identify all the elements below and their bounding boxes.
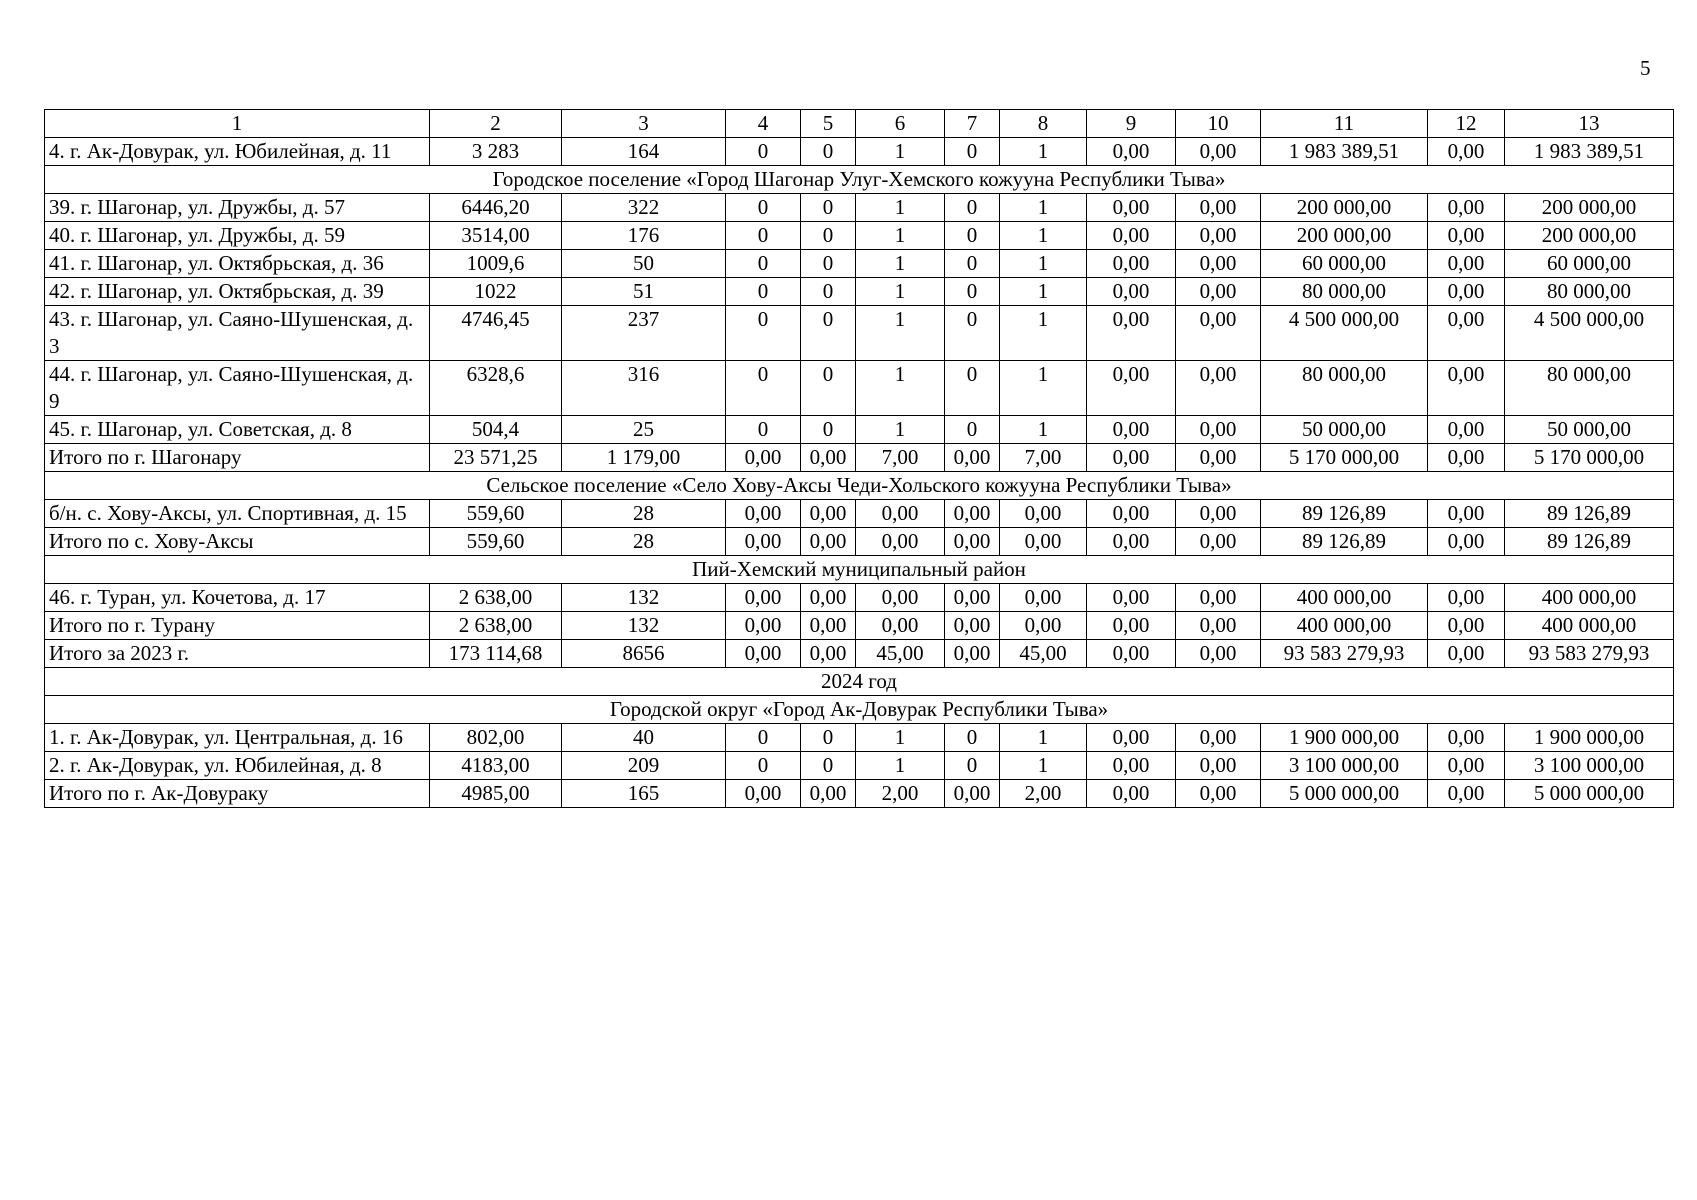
table-cell: 0 bbox=[945, 416, 1000, 444]
section-row bbox=[45, 472, 1674, 500]
table-row bbox=[45, 278, 1674, 306]
table-cell: 1022 bbox=[430, 278, 562, 306]
column-header: 5 bbox=[801, 110, 856, 138]
table-cell: 0 bbox=[726, 361, 801, 416]
table-cell: 0 bbox=[726, 250, 801, 278]
row-label: Итого по г. Ак-Довураку bbox=[45, 780, 430, 808]
table-cell: 1 900 000,00 bbox=[1261, 724, 1428, 752]
column-header: 11 bbox=[1261, 110, 1428, 138]
table-cell: 0 bbox=[726, 194, 801, 222]
column-header: 13 bbox=[1505, 110, 1674, 138]
table-cell: 2 638,00 bbox=[430, 612, 562, 640]
table-cell: 0,00 bbox=[1428, 444, 1505, 472]
table-cell: 0,00 bbox=[801, 584, 856, 612]
table-cell: 1 bbox=[1000, 724, 1087, 752]
table-cell: 0,00 bbox=[1087, 780, 1176, 808]
column-header: 7 bbox=[945, 110, 1000, 138]
table-cell: 3 100 000,00 bbox=[1505, 752, 1674, 780]
table-cell: 0,00 bbox=[1428, 780, 1505, 808]
table-cell: 0,00 bbox=[1428, 640, 1505, 668]
table-cell: 0,00 bbox=[1087, 528, 1176, 556]
table-cell: 132 bbox=[562, 584, 726, 612]
table-cell: 3 283 bbox=[430, 138, 562, 166]
table-cell: 0,00 bbox=[1176, 361, 1261, 416]
table-cell: 0,00 bbox=[945, 612, 1000, 640]
table-cell: 0 bbox=[726, 752, 801, 780]
table-cell: 0 bbox=[801, 724, 856, 752]
table-cell: 0,00 bbox=[856, 612, 945, 640]
table-cell: 1 bbox=[1000, 222, 1087, 250]
table-cell: 0,00 bbox=[1428, 752, 1505, 780]
table-cell: 60 000,00 bbox=[1505, 250, 1674, 278]
table-cell: 0,00 bbox=[1428, 724, 1505, 752]
table-cell: 23 571,25 bbox=[430, 444, 562, 472]
table-cell: 7,00 bbox=[856, 444, 945, 472]
row-label: 39. г. Шагонар, ул. Дружбы, д. 57 bbox=[45, 194, 430, 222]
column-header: 3 bbox=[562, 110, 726, 138]
table-cell: 3514,00 bbox=[430, 222, 562, 250]
table-cell: 0,00 bbox=[1428, 194, 1505, 222]
table-cell: 559,60 bbox=[430, 500, 562, 528]
table-cell: 0,00 bbox=[1176, 444, 1261, 472]
table-cell: 176 bbox=[562, 222, 726, 250]
table-cell: 0,00 bbox=[1087, 444, 1176, 472]
table-cell: 1009,6 bbox=[430, 250, 562, 278]
table-cell: 322 bbox=[562, 194, 726, 222]
table-cell: 1 bbox=[1000, 752, 1087, 780]
table-cell: 0 bbox=[801, 222, 856, 250]
table-cell: 50 bbox=[562, 250, 726, 278]
table-cell: 8656 bbox=[562, 640, 726, 668]
table-row bbox=[45, 612, 1674, 640]
table-cell: 0,00 bbox=[726, 612, 801, 640]
table-cell: 0,00 bbox=[726, 444, 801, 472]
column-header: 2 bbox=[430, 110, 562, 138]
table-row bbox=[45, 640, 1674, 668]
table-cell: 28 bbox=[562, 500, 726, 528]
table-cell: 0 bbox=[726, 138, 801, 166]
table-cell: 5 000 000,00 bbox=[1261, 780, 1428, 808]
row-label: Итого по г. Турану bbox=[45, 612, 430, 640]
column-header: 1 bbox=[45, 110, 430, 138]
table-cell: 0 bbox=[801, 416, 856, 444]
table-cell: 0 bbox=[726, 416, 801, 444]
table-cell: 0,00 bbox=[801, 612, 856, 640]
table-cell: 1 bbox=[1000, 416, 1087, 444]
table-row bbox=[45, 138, 1674, 166]
table-cell: 0,00 bbox=[1428, 250, 1505, 278]
table-cell: 80 000,00 bbox=[1505, 361, 1674, 416]
row-label: 42. г. Шагонар, ул. Октябрьская, д. 39 bbox=[45, 278, 430, 306]
table-cell: 200 000,00 bbox=[1505, 222, 1674, 250]
table-cell: 0,00 bbox=[856, 584, 945, 612]
table-cell: 0,00 bbox=[1176, 222, 1261, 250]
section-row bbox=[45, 166, 1674, 194]
table-cell: 0,00 bbox=[726, 640, 801, 668]
table-cell: 0,00 bbox=[1428, 584, 1505, 612]
table-cell: 0,00 bbox=[1087, 752, 1176, 780]
table-cell: 4746,45 bbox=[430, 306, 562, 361]
table-cell: 0 bbox=[945, 724, 1000, 752]
table-cell: 93 583 279,93 bbox=[1261, 640, 1428, 668]
table-cell: 0,00 bbox=[726, 780, 801, 808]
table-cell: 0,00 bbox=[726, 528, 801, 556]
table-cell: 0 bbox=[945, 752, 1000, 780]
table-cell: 1 bbox=[856, 222, 945, 250]
table-cell: 0,00 bbox=[1087, 222, 1176, 250]
table-cell: 5 000 000,00 bbox=[1505, 780, 1674, 808]
table-cell: 0,00 bbox=[1176, 500, 1261, 528]
table-cell: 0 bbox=[945, 250, 1000, 278]
table-body bbox=[45, 110, 1674, 808]
table-row bbox=[45, 444, 1674, 472]
table-cell: 0,00 bbox=[801, 640, 856, 668]
table-cell: 0,00 bbox=[1000, 612, 1087, 640]
table-cell: 0 bbox=[801, 250, 856, 278]
row-label: 45. г. Шагонар, ул. Советская, д. 8 bbox=[45, 416, 430, 444]
table-cell: 0,00 bbox=[1000, 500, 1087, 528]
table-cell: 4183,00 bbox=[430, 752, 562, 780]
table-cell: 0,00 bbox=[801, 444, 856, 472]
table-cell: 0 bbox=[801, 752, 856, 780]
table-cell: 802,00 bbox=[430, 724, 562, 752]
table-cell: 0,00 bbox=[1087, 724, 1176, 752]
row-label: 43. г. Шагонар, ул. Саяно-Шушенская, д. 3 bbox=[45, 306, 430, 361]
table-cell: 0,00 bbox=[1428, 361, 1505, 416]
table-cell: 89 126,89 bbox=[1261, 500, 1428, 528]
table-cell: 0,00 bbox=[1087, 584, 1176, 612]
table-cell: 0,00 bbox=[1000, 528, 1087, 556]
table-cell: 0 bbox=[945, 361, 1000, 416]
table-cell: 0 bbox=[801, 138, 856, 166]
table-cell: 3 100 000,00 bbox=[1261, 752, 1428, 780]
table-cell: 2,00 bbox=[856, 780, 945, 808]
table-cell: 89 126,89 bbox=[1505, 528, 1674, 556]
table-cell: 0,00 bbox=[945, 584, 1000, 612]
table-cell: 400 000,00 bbox=[1261, 612, 1428, 640]
table-cell: 4 500 000,00 bbox=[1261, 306, 1428, 361]
table-cell: 6446,20 bbox=[430, 194, 562, 222]
table-row bbox=[45, 250, 1674, 278]
row-label: 46. г. Туран, ул. Кочетова, д. 17 bbox=[45, 584, 430, 612]
table-cell: 0 bbox=[801, 194, 856, 222]
table-cell: 0 bbox=[801, 306, 856, 361]
table-cell: 1 bbox=[856, 138, 945, 166]
table-row bbox=[45, 222, 1674, 250]
row-label: Итого за 2023 г. bbox=[45, 640, 430, 668]
table-cell: 0 bbox=[945, 138, 1000, 166]
table-cell: 400 000,00 bbox=[1505, 612, 1674, 640]
table-cell: 1 900 000,00 bbox=[1505, 724, 1674, 752]
table-cell: 5 170 000,00 bbox=[1505, 444, 1674, 472]
row-label: 40. г. Шагонар, ул. Дружбы, д. 59 bbox=[45, 222, 430, 250]
table-cell: 0,00 bbox=[1176, 724, 1261, 752]
row-label: 44. г. Шагонар, ул. Саяно-Шушенская, д. 9 bbox=[45, 361, 430, 416]
section-title: Пий-Хемский муниципальный район bbox=[45, 556, 1674, 584]
table-row bbox=[45, 194, 1674, 222]
column-header: 4 bbox=[726, 110, 801, 138]
table-cell: 164 bbox=[562, 138, 726, 166]
table-cell: 0,00 bbox=[1176, 250, 1261, 278]
table-cell: 504,4 bbox=[430, 416, 562, 444]
table-cell: 0,00 bbox=[1176, 416, 1261, 444]
table-cell: 1 bbox=[1000, 138, 1087, 166]
table-cell: 0 bbox=[945, 278, 1000, 306]
table-cell: 0,00 bbox=[726, 500, 801, 528]
row-label: Итого по г. Шагонару bbox=[45, 444, 430, 472]
section-row bbox=[45, 556, 1674, 584]
table-cell: 0,00 bbox=[945, 500, 1000, 528]
table-cell: 316 bbox=[562, 361, 726, 416]
table-cell: 0,00 bbox=[1087, 250, 1176, 278]
table-cell: 2 638,00 bbox=[430, 584, 562, 612]
table-cell: 0,00 bbox=[726, 584, 801, 612]
row-label: 2. г. Ак-Довурак, ул. Юбилейная, д. 8 bbox=[45, 752, 430, 780]
table-cell: 0,00 bbox=[801, 528, 856, 556]
table-row bbox=[45, 724, 1674, 752]
column-header: 6 bbox=[856, 110, 945, 138]
row-label: 4. г. Ак-Довурак, ул. Юбилейная, д. 11 bbox=[45, 138, 430, 166]
section-row bbox=[45, 696, 1674, 724]
table-cell: 0,00 bbox=[856, 528, 945, 556]
table-cell: 0 bbox=[945, 306, 1000, 361]
table-cell: 1 bbox=[1000, 250, 1087, 278]
table-cell: 400 000,00 bbox=[1505, 584, 1674, 612]
table-cell: 0,00 bbox=[856, 500, 945, 528]
table-cell: 0 bbox=[801, 278, 856, 306]
table-cell: 0,00 bbox=[1176, 306, 1261, 361]
table-cell: 80 000,00 bbox=[1261, 278, 1428, 306]
table-row bbox=[45, 500, 1674, 528]
table-cell: 1 bbox=[1000, 278, 1087, 306]
column-header: 9 bbox=[1087, 110, 1176, 138]
table-cell: 0,00 bbox=[1428, 138, 1505, 166]
table-cell: 0,00 bbox=[1176, 194, 1261, 222]
table-cell: 400 000,00 bbox=[1261, 584, 1428, 612]
table-cell: 0,00 bbox=[1087, 138, 1176, 166]
table-cell: 200 000,00 bbox=[1261, 194, 1428, 222]
section-title: Сельское поселение «Село Хову-Аксы Чеди-Хольского кожууна Республики Тыва» bbox=[45, 472, 1674, 500]
table-cell: 0 bbox=[726, 278, 801, 306]
table-cell: 0,00 bbox=[1176, 528, 1261, 556]
table-cell: 1 983 389,51 bbox=[1261, 138, 1428, 166]
table-cell: 0,00 bbox=[1176, 278, 1261, 306]
table-cell: 1 bbox=[856, 306, 945, 361]
table-cell: 0,00 bbox=[1087, 416, 1176, 444]
table-cell: 0 bbox=[801, 361, 856, 416]
table-cell: 0,00 bbox=[1428, 528, 1505, 556]
table-cell: 0,00 bbox=[1176, 780, 1261, 808]
table-cell: 2,00 bbox=[1000, 780, 1087, 808]
table-cell: 0,00 bbox=[1087, 306, 1176, 361]
table-cell: 7,00 bbox=[1000, 444, 1087, 472]
table-cell: 0,00 bbox=[1176, 612, 1261, 640]
table-cell: 559,60 bbox=[430, 528, 562, 556]
table-cell: 0,00 bbox=[1087, 361, 1176, 416]
table-cell: 1 bbox=[1000, 306, 1087, 361]
table-cell: 80 000,00 bbox=[1505, 278, 1674, 306]
table-cell: 0 bbox=[726, 306, 801, 361]
table-cell: 0,00 bbox=[1087, 278, 1176, 306]
table-cell: 0 bbox=[945, 222, 1000, 250]
table-cell: 0 bbox=[726, 724, 801, 752]
table-row bbox=[45, 780, 1674, 808]
table-cell: 0,00 bbox=[1428, 222, 1505, 250]
table-cell: 0,00 bbox=[1000, 584, 1087, 612]
table-cell: 0,00 bbox=[1087, 612, 1176, 640]
table-cell: 1 bbox=[1000, 361, 1087, 416]
table-cell: 0,00 bbox=[1428, 306, 1505, 361]
table-cell: 173 114,68 bbox=[430, 640, 562, 668]
table-cell: 51 bbox=[562, 278, 726, 306]
table-cell: 4985,00 bbox=[430, 780, 562, 808]
table-cell: 89 126,89 bbox=[1505, 500, 1674, 528]
table-cell: 0,00 bbox=[1087, 640, 1176, 668]
table-cell: 165 bbox=[562, 780, 726, 808]
table-cell: 0,00 bbox=[1428, 612, 1505, 640]
table-cell: 1 983 389,51 bbox=[1505, 138, 1674, 166]
table-cell: 132 bbox=[562, 612, 726, 640]
page-number: 5 bbox=[1640, 56, 1651, 80]
table-cell: 1 bbox=[1000, 194, 1087, 222]
section-title: 2024 год bbox=[45, 668, 1674, 696]
table-cell: 50 000,00 bbox=[1505, 416, 1674, 444]
table-cell: 25 bbox=[562, 416, 726, 444]
table-cell: 0,00 bbox=[1176, 640, 1261, 668]
table-cell: 50 000,00 bbox=[1261, 416, 1428, 444]
table-cell: 0 bbox=[726, 222, 801, 250]
table-cell: 1 bbox=[856, 752, 945, 780]
table-row bbox=[45, 528, 1674, 556]
table-cell: 89 126,89 bbox=[1261, 528, 1428, 556]
table-cell: 1 bbox=[856, 361, 945, 416]
table-cell: 45,00 bbox=[1000, 640, 1087, 668]
table-cell: 209 bbox=[562, 752, 726, 780]
table-cell: 237 bbox=[562, 306, 726, 361]
table-cell: 1 bbox=[856, 250, 945, 278]
table-row bbox=[45, 306, 1674, 361]
section-row bbox=[45, 668, 1674, 696]
table-cell: 5 170 000,00 bbox=[1261, 444, 1428, 472]
table-cell: 0,00 bbox=[1428, 416, 1505, 444]
table-cell: 80 000,00 bbox=[1261, 361, 1428, 416]
table-cell: 0,00 bbox=[1087, 500, 1176, 528]
row-label: б/н. с. Хову-Аксы, ул. Спортивная, д. 15 bbox=[45, 500, 430, 528]
row-label: 41. г. Шагонар, ул. Октябрьская, д. 36 bbox=[45, 250, 430, 278]
row-label: 1. г. Ак-Довурак, ул. Центральная, д. 16 bbox=[45, 724, 430, 752]
table-cell: 0,00 bbox=[945, 444, 1000, 472]
header-row bbox=[45, 110, 1674, 138]
table-cell: 0,00 bbox=[801, 500, 856, 528]
table-cell: 28 bbox=[562, 528, 726, 556]
section-title: Городской округ «Город Ак-Довурак Республики Тыва» bbox=[45, 696, 1674, 724]
table-cell: 0,00 bbox=[1087, 194, 1176, 222]
table-row bbox=[45, 361, 1674, 416]
section-title: Городское поселение «Город Шагонар Улуг-Хемского кожууна Республики Тыва» bbox=[45, 166, 1674, 194]
table-cell: 0,00 bbox=[801, 780, 856, 808]
table-cell: 1 179,00 bbox=[562, 444, 726, 472]
table-cell: 0,00 bbox=[1428, 500, 1505, 528]
table-cell: 0,00 bbox=[1176, 752, 1261, 780]
table-cell: 1 bbox=[856, 416, 945, 444]
table-cell: 4 500 000,00 bbox=[1505, 306, 1674, 361]
table-cell: 60 000,00 bbox=[1261, 250, 1428, 278]
column-header: 10 bbox=[1176, 110, 1261, 138]
table-cell: 45,00 bbox=[856, 640, 945, 668]
table-cell: 40 bbox=[562, 724, 726, 752]
table-cell: 6328,6 bbox=[430, 361, 562, 416]
table-cell: 0,00 bbox=[945, 780, 1000, 808]
data-table bbox=[44, 109, 1674, 808]
table-cell: 0,00 bbox=[1428, 278, 1505, 306]
table-cell: 0,00 bbox=[1176, 138, 1261, 166]
table-cell: 1 bbox=[856, 278, 945, 306]
table-cell: 0,00 bbox=[945, 640, 1000, 668]
table-cell: 1 bbox=[856, 194, 945, 222]
table-cell: 200 000,00 bbox=[1505, 194, 1674, 222]
table-cell: 93 583 279,93 bbox=[1505, 640, 1674, 668]
row-label: Итого по с. Хову-Аксы bbox=[45, 528, 430, 556]
table-cell: 1 bbox=[856, 724, 945, 752]
table-cell: 200 000,00 bbox=[1261, 222, 1428, 250]
table-row bbox=[45, 416, 1674, 444]
column-header: 8 bbox=[1000, 110, 1087, 138]
table-cell: 0,00 bbox=[945, 528, 1000, 556]
table-row bbox=[45, 752, 1674, 780]
table-row bbox=[45, 584, 1674, 612]
table-cell: 0,00 bbox=[1176, 584, 1261, 612]
table-cell: 0 bbox=[945, 194, 1000, 222]
column-header: 12 bbox=[1428, 110, 1505, 138]
